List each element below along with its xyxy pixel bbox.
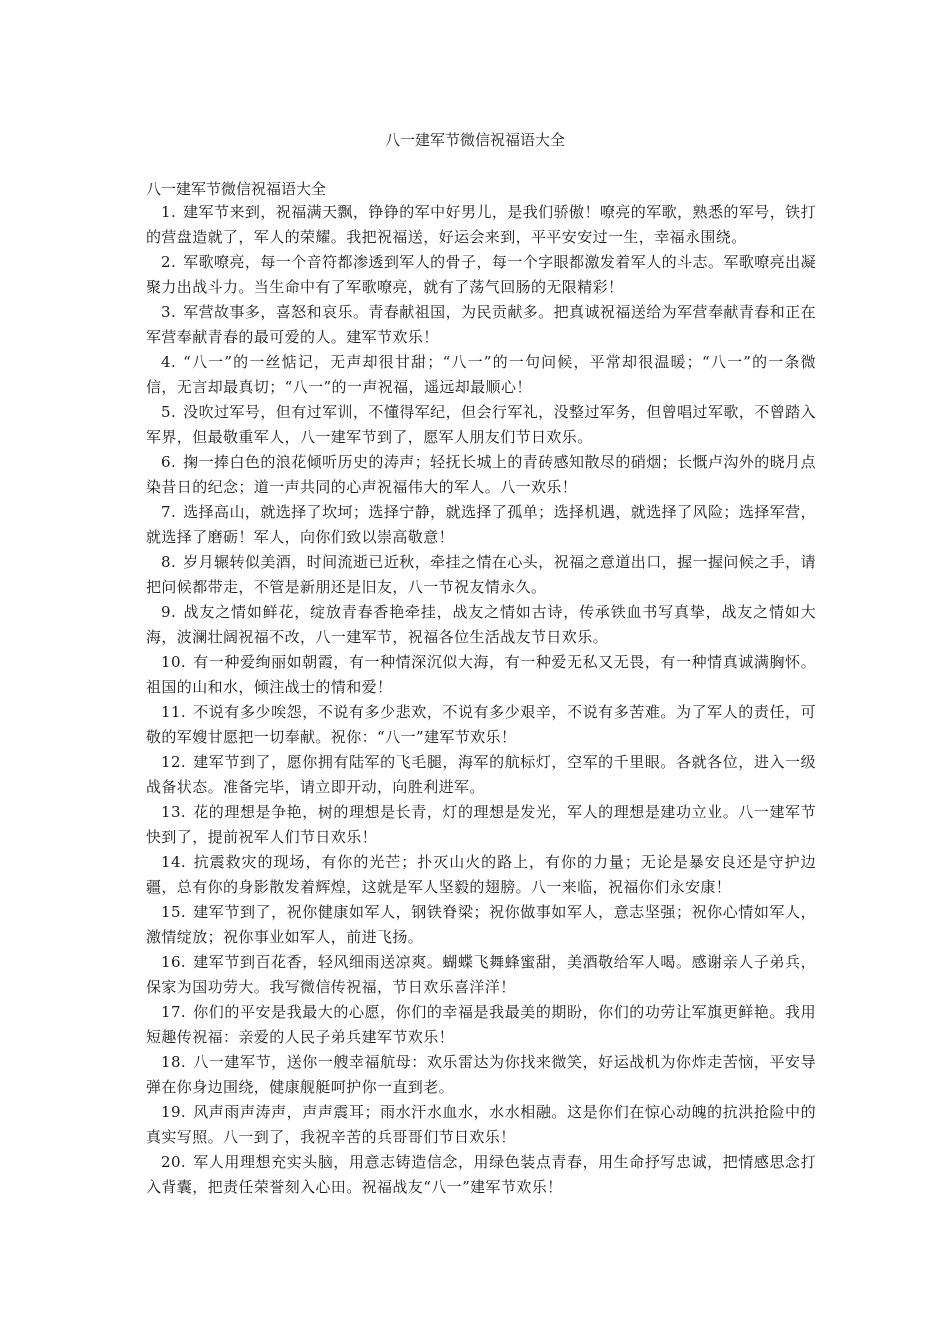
item-text: 有一种爱绚丽如朝霞，有一种情深沉似大海，有一种爱无私又无畏，有一种情真诚满胸怀。祖国的山和水，倾注战士的情和爱！ bbox=[146, 653, 816, 696]
item-number: 7. bbox=[161, 503, 177, 521]
blessing-list bbox=[146, 200, 816, 1200]
item-text: 军人用理想充实头脑，用意志铸造信念，用绿色装点青春，用生命抒写忠诚，把情感思念打入背囊，把责任荣誉刻入心田。祝福战友“八一”建军节欢乐！ bbox=[146, 1153, 816, 1196]
list-item bbox=[146, 450, 816, 500]
item-number: 10. bbox=[161, 653, 187, 671]
item-text: 岁月辗转似美酒，时间流逝已近秋，牵挂之情在心头，祝福之意道出口，握一握问候之手，请把问候都带走，不管是新朋还是旧友，八一节祝友情永久。 bbox=[146, 553, 816, 596]
item-number: 11. bbox=[161, 703, 187, 721]
list-item bbox=[146, 250, 816, 300]
list-item bbox=[146, 750, 816, 800]
item-number: 17. bbox=[161, 1003, 187, 1021]
list-item bbox=[146, 700, 816, 750]
item-number: 16. bbox=[161, 953, 187, 971]
list-item bbox=[146, 600, 816, 650]
item-text: 建军节到了，祝你健康如军人，钢铁脊梁；祝你做事如军人，意志坚强；祝你心情如军人，激情绽放；祝你事业如军人，前进飞扬。 bbox=[146, 903, 816, 946]
item-text: 掬一捧白色的浪花倾听历史的涛声；轻抚长城上的青砖感知散尽的硝烟；长慨卢沟外的晓月点染昔日的纪念；道一声共同的心声祝福伟大的军人。八一欢乐！ bbox=[146, 453, 816, 496]
item-number: 6. bbox=[161, 453, 177, 471]
page-title: 八一建军节微信祝福语大全 bbox=[384, 131, 565, 149]
item-text: 军营故事多，喜怒和哀乐。青春献祖国，为民贡献多。把真诚祝福送给为军营奉献青春和正在军营奉献青春的最可爱的人。建军节欢乐！ bbox=[146, 303, 816, 346]
item-text: 花的理想是争艳，树的理想是长青，灯的理想是发光，军人的理想是建功立业。八一建军节快到了，提前祝军人们节日欢乐！ bbox=[146, 803, 816, 846]
item-number: 14. bbox=[161, 853, 187, 871]
item-number: 2. bbox=[161, 253, 177, 271]
list-item bbox=[146, 300, 816, 350]
list-item bbox=[146, 650, 816, 700]
item-number: 20. bbox=[161, 1153, 187, 1171]
list-item bbox=[146, 900, 816, 950]
item-text: 不说有多少唉怨，不说有多少悲欢，不说有多少艰辛，不说有多苦难。为了军人的责任，可敬的军嫂甘愿把一切奉献。祝你：“八一”建军节欢乐！ bbox=[146, 703, 816, 746]
list-item bbox=[146, 500, 816, 550]
list-item bbox=[146, 200, 816, 250]
item-text: “八一”的一丝惦记，无声却很甘甜；“八一”的一句问候，平常却很温暖；“八一”的一条微信，无言却最真切；“八一”的一声祝福，遥远却最顺心！ bbox=[146, 353, 816, 396]
item-text: 军歌嘹亮，每一个音符都渗透到军人的骨子，每一个字眼都激发着军人的斗志。军歌嘹亮出凝聚力出战斗力。当生命中有了军歌嘹亮，就有了荡气回肠的无限精彩！ bbox=[146, 253, 816, 296]
item-text: 建军节来到，祝福满天飘，铮铮的军中好男儿，是我们骄傲！嘹亮的军歌，熟悉的军号，铁打的营盘造就了，军人的荣耀。我把祝福送，好运会来到，平平安安过一生，幸福永围绕。 bbox=[146, 203, 816, 246]
item-number: 9. bbox=[161, 603, 177, 621]
item-text: 没吹过军号，但有过军训，不懂得军纪，但会行军礼，没整过军务，但曾唱过军歌，不曾踏入军界，但最敬重军人，八一建军节到了，愿军人朋友们节日欢乐。 bbox=[146, 403, 816, 446]
item-number: 3. bbox=[161, 303, 177, 321]
item-number: 18. bbox=[161, 1053, 187, 1071]
item-text: 选择高山，就选择了坎坷；选择宁静，就选择了孤单；选择机遇，就选择了风险；选择军营，就选择了磨砺！军人，向你们致以崇高敬意！ bbox=[146, 503, 816, 546]
item-text: 抗震救灾的现场，有你的光芒；扑灭山火的路上，有你的力量；无论是暴安良还是守护边疆，总有你的身影散发着辉煌，这就是军人坚毅的翅膀。八一来临，祝福你们永安康！ bbox=[146, 853, 816, 896]
list-item bbox=[146, 800, 816, 850]
item-number: 12. bbox=[161, 753, 187, 771]
item-text: 建军节到百花香，轻风细雨送凉爽。蝴蝶飞舞蜂蜜甜，美酒敬给军人喝。感谢亲人子弟兵，保家为国功劳大。我写微信传祝福，节日欢乐喜洋洋！ bbox=[146, 953, 816, 996]
item-number: 15. bbox=[161, 903, 187, 921]
item-number: 5. bbox=[161, 403, 177, 421]
document-body bbox=[146, 178, 816, 1200]
list-item bbox=[146, 550, 816, 600]
item-number: 19. bbox=[161, 1103, 187, 1121]
list-item bbox=[146, 850, 816, 900]
list-item bbox=[146, 350, 816, 400]
list-item bbox=[146, 950, 816, 1000]
section-heading: 八一建军节微信祝福语大全 bbox=[146, 180, 327, 198]
item-text: 你们的平安是我最大的心愿，你们的幸福是我最美的期盼，你们的功劳让军旗更鲜艳。我用短趣传祝福：亲爱的人民子弟兵建军节欢乐！ bbox=[146, 1003, 816, 1046]
item-text: 风声雨声涛声，声声震耳；雨水汗水血水，水水相融。这是你们在惊心动魄的抗洪抢险中的真实写照。八一到了，我祝辛苦的兵哥哥们节日欢乐！ bbox=[146, 1103, 816, 1146]
list-item bbox=[146, 1050, 816, 1100]
item-number: 8. bbox=[161, 553, 177, 571]
list-item bbox=[146, 400, 816, 450]
list-item bbox=[146, 1100, 816, 1150]
item-text: 建军节到了，愿你拥有陆军的飞毛腿，海军的航标灯，空军的千里眼。各就各位，进入一级战备状态。准备完毕，请立即开动，向胜利进军。 bbox=[146, 753, 816, 796]
list-item bbox=[146, 1150, 816, 1200]
item-number: 13. bbox=[161, 803, 187, 821]
item-number: 4. bbox=[161, 353, 177, 371]
item-text: 战友之情如鲜花，绽放青春香艳牵挂，战友之情如古诗，传承铁血书写真挚，战友之情如大海，波澜壮阔祝福不改，八一建军节，祝福各位生活战友节日欢乐。 bbox=[146, 603, 816, 646]
item-number: 1. bbox=[161, 203, 177, 221]
list-item bbox=[146, 1000, 816, 1050]
item-text: 八一建军节，送你一艘幸福航母：欢乐雷达为你找来微笑，好运战机为你炸走苦恼，平安导弹在你身边围绕，健康舰艇呵护你一直到老。 bbox=[146, 1053, 816, 1096]
